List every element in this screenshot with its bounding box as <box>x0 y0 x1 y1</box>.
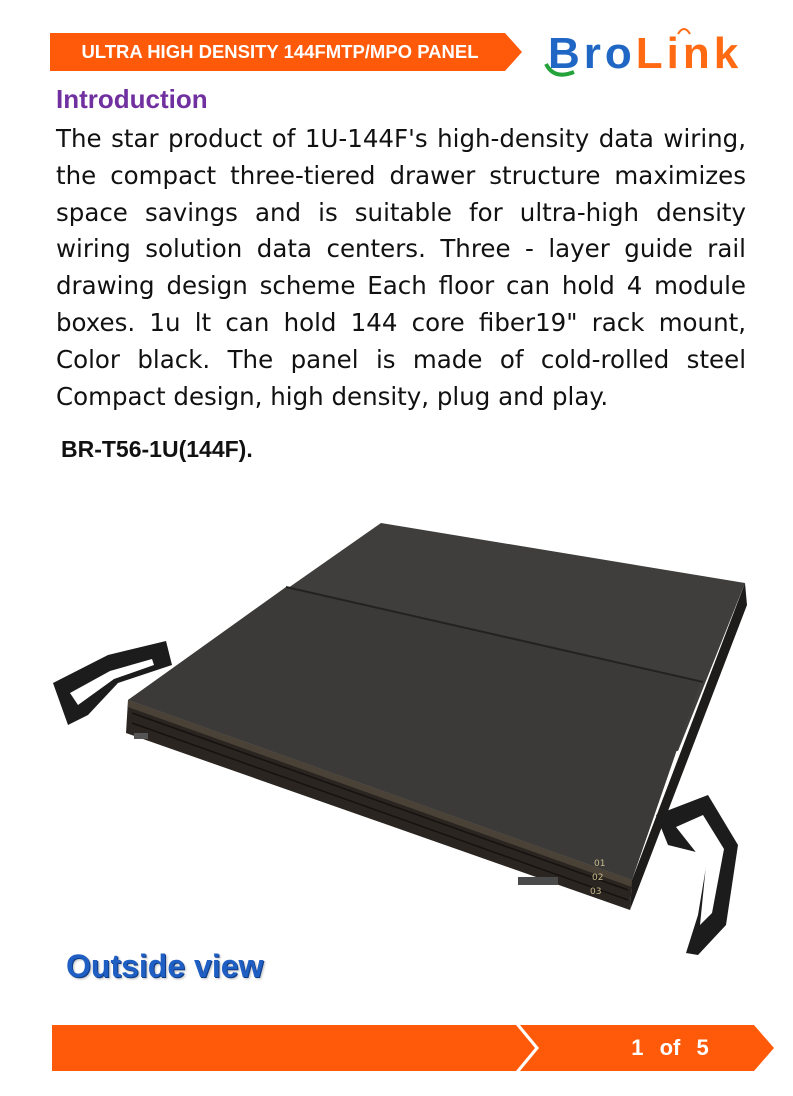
tier-label: 02 <box>592 873 604 883</box>
introduction-heading: Introduction <box>56 84 208 114</box>
front-latch <box>518 877 558 885</box>
page-number: 1 of 5 <box>631 1035 709 1060</box>
tier-label: 03 <box>590 887 602 897</box>
front-latch <box>134 733 148 739</box>
model-number: BR-T56-1U(144F). <box>61 436 253 462</box>
document-title: ULTRA HIGH DENSITY 144FMTP/MPO PANEL <box>81 41 479 62</box>
header-banner <box>50 33 522 71</box>
logo-wordmark: BroLink <box>548 29 743 78</box>
photo-caption: Outside view <box>66 948 264 984</box>
tier-label: 01 <box>594 859 606 869</box>
introduction-body: The star product of 1U-144F's high-density data wiring, the compact three-tiered drawer structure maximizes space savings and is suitable for ultra-high density wiring solution data centers. Three - layer guide rail drawing design scheme Each floor can hold 4 module boxes. 1u lt can hold 144 core fiber19" rack mount, Color black. The panel is made of cold-rolled steel Compact design, high density, plug and play. <box>56 124 746 411</box>
product-photo <box>48 515 748 965</box>
page-footer <box>52 1025 776 1071</box>
brolink-logo <box>540 24 750 84</box>
